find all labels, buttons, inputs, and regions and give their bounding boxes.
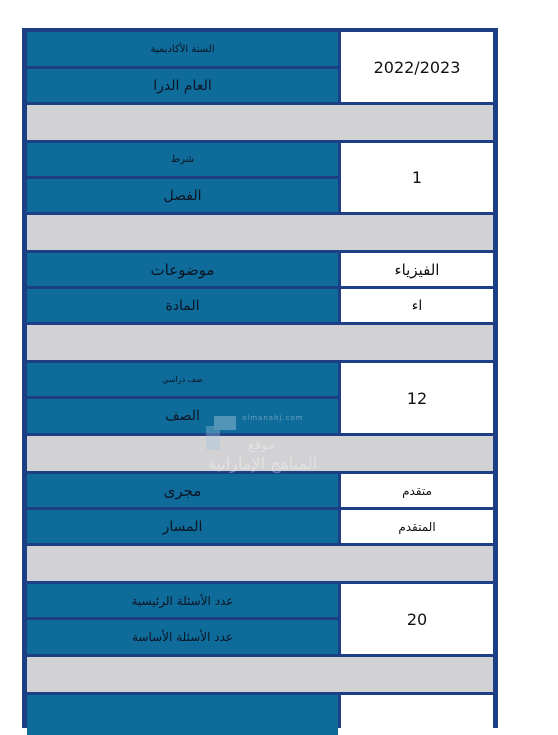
academic-year-value: 2022/2023 — [341, 32, 493, 102]
watermark-line1: موقع — [248, 438, 275, 453]
academic-year-label: العام الدرا — [27, 69, 338, 102]
track-label: المسار — [27, 510, 338, 543]
questions-label: عدد الأسئلة الأساسة — [27, 620, 338, 654]
watermark-site: almanahj.com — [242, 414, 304, 422]
questions-value: 20 — [341, 584, 493, 654]
semester-caption: شرط — [27, 143, 338, 176]
track-value: متقدم — [341, 474, 493, 507]
next-row-value — [341, 695, 493, 735]
grade-caption: صف دراسي — [27, 363, 338, 396]
row-separator — [27, 436, 493, 471]
row-separator — [27, 325, 493, 360]
grade-label: الصف — [27, 399, 338, 433]
subject-caption: موضوعات — [27, 253, 338, 286]
row-separator — [27, 657, 493, 692]
grade-value: 12 — [341, 363, 493, 433]
watermark-line2: المناهج الإماراتية — [208, 454, 318, 473]
academic-year-caption: السنة الأكاديمية — [27, 32, 338, 66]
subject-label: المادة — [27, 289, 338, 322]
row-separator — [27, 215, 493, 250]
subject-value: الفيزياء — [341, 253, 493, 286]
row-separator — [27, 105, 493, 140]
questions-caption: عدد الأسئلة الرئيسية — [27, 584, 338, 617]
subject-value-secondary: اء — [341, 289, 493, 322]
semester-value: 1 — [341, 143, 493, 212]
track-value-secondary: المتقدم — [341, 510, 493, 543]
semester-label: الفصل — [27, 179, 338, 212]
row-separator — [27, 546, 493, 581]
next-row-caption — [27, 695, 338, 735]
track-caption: مجرى — [27, 474, 338, 507]
